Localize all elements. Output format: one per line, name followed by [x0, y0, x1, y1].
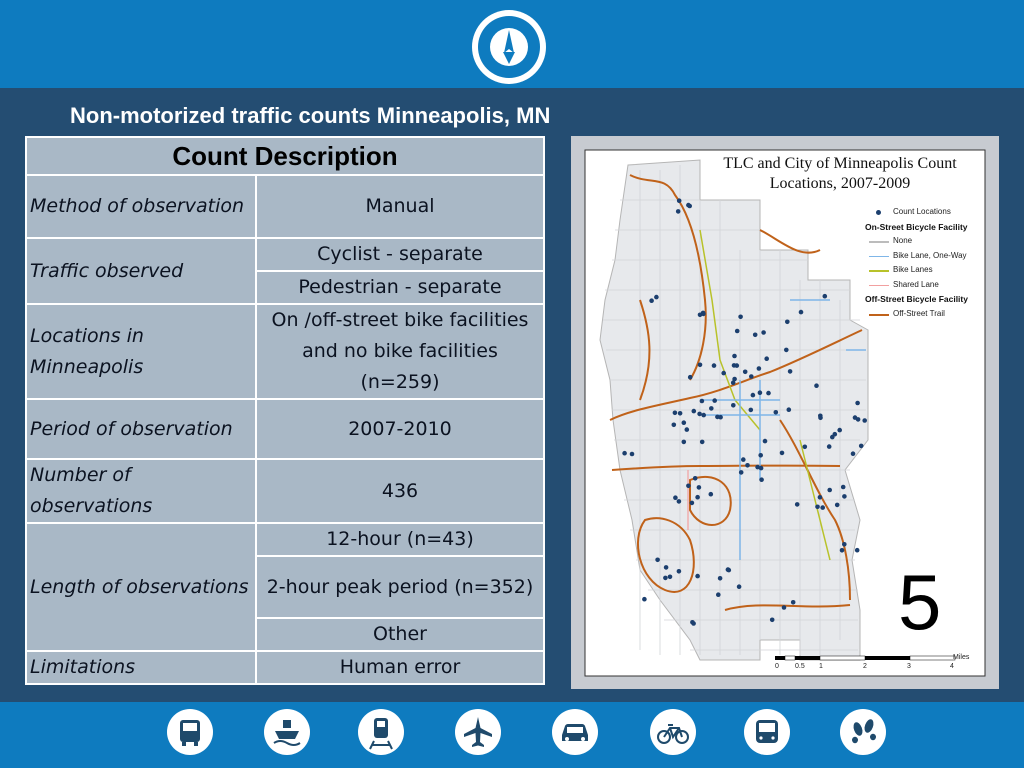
map-legend — [865, 205, 995, 321]
count-location-point — [693, 476, 698, 481]
count-location-point — [837, 428, 842, 433]
count-location-point — [788, 369, 793, 374]
count-location-point — [692, 409, 697, 414]
count-location-point — [833, 432, 838, 437]
count-location-point — [735, 329, 740, 334]
row-value-locations: On /off-street bike facilities and no bike facilities (n=259) — [256, 304, 544, 399]
count-location-point — [862, 418, 867, 423]
count-location-point — [715, 415, 720, 420]
scale-unit: Miles — [953, 654, 970, 661]
count-location-point — [780, 451, 785, 456]
count-location-point — [739, 470, 744, 475]
line-swatch-icon — [869, 270, 889, 272]
count-location-point — [842, 542, 847, 547]
count-location-point — [803, 445, 808, 450]
slide-number: 5 — [898, 558, 942, 646]
row-value-limitations: Human error — [256, 651, 544, 684]
count-location-point — [701, 413, 706, 418]
count-location-point — [820, 505, 825, 510]
count-location-point — [727, 568, 732, 573]
row-value-period: 2007-2010 — [256, 399, 544, 459]
scale-tick: 0.5 — [795, 663, 805, 670]
count-location-point — [763, 439, 768, 444]
count-location-point — [649, 298, 654, 303]
row-value-length-12hour: 12-hour (n=43) — [256, 523, 544, 556]
count-location-point — [759, 466, 764, 471]
count-location-point — [749, 374, 754, 379]
row-value-traffic-pedestrian: Pedestrian - separate — [256, 271, 544, 304]
count-location-point — [827, 488, 832, 493]
count-location-point — [814, 383, 819, 388]
scale-tick: 3 — [907, 663, 911, 670]
count-location-point — [709, 492, 714, 497]
line-swatch-icon — [869, 241, 889, 243]
count-location-point — [782, 605, 787, 610]
table-header: Count Description — [26, 137, 544, 175]
count-location-point — [818, 495, 823, 500]
count-location-point — [759, 477, 764, 482]
row-value-traffic-cyclist: Cyclist - separate — [256, 238, 544, 271]
row-value-length-other: Other — [256, 618, 544, 651]
count-location-point — [799, 310, 804, 315]
count-location-point — [743, 370, 748, 375]
car-icon — [552, 709, 598, 755]
row-value-length-2hour: 2-hour peak period (n=352) — [256, 556, 544, 618]
count-location-point — [732, 377, 737, 382]
count-location-point — [686, 484, 691, 489]
legend-on-street-heading: On-Street Bicycle Facility — [865, 221, 968, 232]
count-location-point — [686, 203, 691, 208]
count-location-point — [691, 621, 696, 626]
count-location-point — [758, 390, 763, 395]
legend-item-label: Bike Lanes — [893, 265, 933, 274]
count-location-point — [827, 444, 832, 449]
count-location-point — [676, 209, 681, 214]
line-swatch-icon — [869, 285, 889, 287]
legend-count-locations — [865, 205, 995, 220]
row-label-traffic: Traffic observed — [26, 238, 256, 304]
count-location-point — [655, 558, 660, 563]
count-location-point — [842, 494, 847, 499]
coach-icon — [744, 709, 790, 755]
legend-item-none — [865, 234, 995, 249]
count-location-point — [764, 356, 769, 361]
slide-title: Non-motorized traffic counts Minneapolis, MN — [70, 103, 551, 128]
count-location-point — [677, 499, 682, 504]
count-location-point — [735, 363, 740, 368]
legend-item-off-street-trail — [865, 307, 995, 322]
count-location-point — [672, 423, 677, 428]
legend-item-bike-lane-one-way — [865, 249, 995, 264]
footprints-icon — [840, 709, 886, 755]
count-location-point — [698, 363, 703, 368]
legend-count-locations-label: Count Locations — [893, 207, 951, 216]
count-location-point — [664, 565, 669, 570]
count-location-point — [712, 398, 717, 403]
count-location-point — [841, 485, 846, 490]
count-location-point — [795, 502, 800, 507]
count-location-point — [663, 576, 668, 581]
count-location-point — [766, 391, 771, 396]
scale-tick: 2 — [863, 663, 867, 670]
count-location-point — [654, 295, 659, 300]
count-location-point — [785, 320, 790, 325]
count-location-point — [709, 406, 714, 411]
count-location-point — [700, 440, 705, 445]
count-location-point — [622, 451, 627, 456]
count-location-point — [855, 548, 860, 553]
count-location-point — [758, 453, 763, 458]
count-location-point — [697, 412, 702, 417]
count-location-point — [695, 495, 700, 500]
count-location-point — [818, 416, 823, 421]
count-location-point — [859, 444, 864, 449]
count-location-point — [718, 576, 723, 581]
count-location-point — [784, 348, 789, 353]
count-location-point — [732, 354, 737, 359]
row-label-length: Length of observations — [26, 523, 256, 651]
legend-item-shared-lane — [865, 278, 995, 293]
count-location-point — [731, 403, 736, 408]
count-location-point — [700, 399, 705, 404]
airplane-icon — [455, 709, 501, 755]
legend-item-label: None — [893, 236, 913, 245]
map-title: TLC and City of Minneapolis Count Locations, 2007-2009 — [723, 155, 957, 192]
count-location-point — [630, 452, 635, 457]
count-location-point — [853, 415, 858, 420]
count-location-point — [716, 592, 721, 597]
count-location-point — [745, 463, 750, 468]
count-location-point — [682, 440, 687, 445]
count-location-point — [774, 410, 779, 415]
bicycle-icon — [650, 709, 696, 755]
count-location-dot-icon — [876, 210, 881, 215]
legend-item-label: Shared Lane — [893, 279, 939, 289]
count-location-point — [741, 457, 746, 462]
count-location-point — [851, 451, 856, 456]
count-location-point — [840, 548, 845, 553]
count-location-point — [835, 503, 840, 508]
row-value-method: Manual — [256, 175, 544, 238]
count-location-point — [678, 411, 683, 416]
count-location-point — [688, 375, 693, 380]
rail-icon — [358, 709, 404, 755]
row-value-number: 436 — [256, 459, 544, 523]
count-location-point — [738, 315, 743, 320]
row-label-method: Method of observation — [26, 175, 256, 238]
count-location-point — [690, 501, 695, 506]
count-location-point — [682, 420, 687, 425]
count-location-point — [712, 363, 717, 368]
line-swatch-icon — [869, 314, 889, 316]
count-location-point — [685, 427, 690, 432]
legend-item-label: Off-Street Trail — [893, 308, 945, 318]
count-location-point — [677, 198, 682, 203]
count-location-point — [673, 495, 678, 500]
count-location-point — [721, 371, 726, 376]
count-location-point — [753, 333, 758, 338]
count-location-point — [787, 407, 792, 412]
scale-tick: 1 — [819, 663, 823, 670]
scale-tick: 0 — [775, 663, 779, 670]
line-swatch-icon — [869, 256, 889, 258]
count-location-point — [677, 569, 682, 574]
row-label-locations: Locations in Minneapolis — [26, 304, 256, 399]
count-location-point — [668, 575, 673, 580]
count-location-point — [673, 411, 678, 416]
count-location-point — [751, 393, 756, 398]
count-location-point — [749, 408, 754, 413]
count-location-point — [815, 505, 820, 510]
count-location-point — [761, 330, 766, 335]
row-label-limitations: Limitations — [26, 651, 256, 684]
row-label-number: Number of observations — [26, 459, 256, 523]
legend-off-street-heading: Off-Street Bicycle Facility — [865, 294, 968, 304]
scale-bar — [775, 656, 955, 660]
count-location-point — [757, 366, 762, 371]
count-location-point — [697, 485, 702, 490]
count-location-point — [737, 584, 742, 589]
count-location-point — [823, 294, 828, 299]
ferry-icon — [264, 709, 310, 755]
count-location-point — [695, 574, 700, 579]
count-location-point — [770, 618, 775, 623]
count-location-point — [642, 597, 647, 602]
legend-item-label: Bike Lane, One-Way — [893, 250, 967, 260]
bus-icon — [167, 709, 213, 755]
count-location-point — [855, 401, 860, 406]
legend-item-bike-lanes — [865, 263, 995, 278]
scale-tick: 4 — [950, 663, 954, 670]
count-location-point — [791, 600, 796, 605]
count-location-point — [701, 312, 706, 317]
row-label-period: Period of observation — [26, 399, 256, 459]
